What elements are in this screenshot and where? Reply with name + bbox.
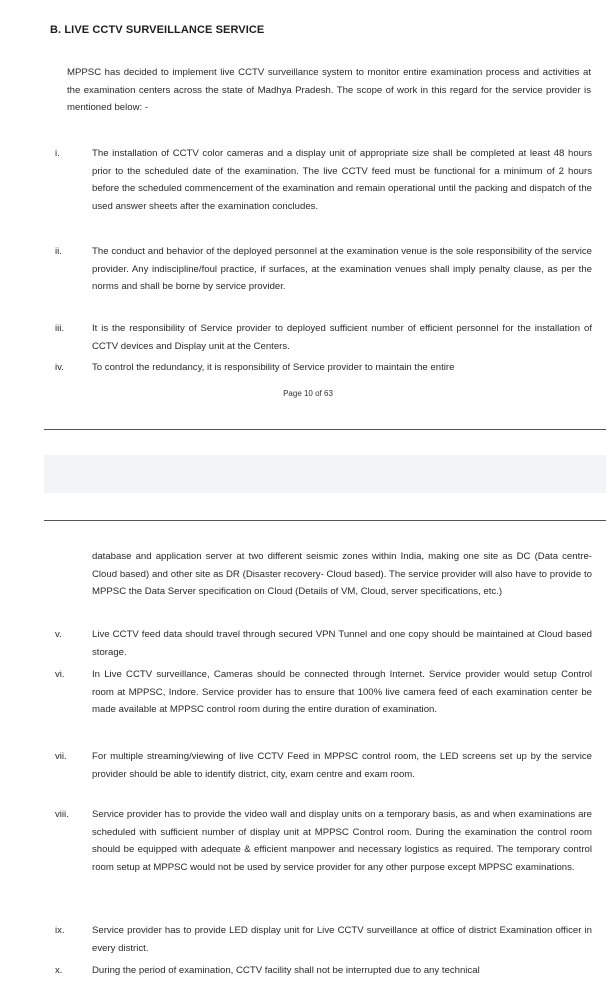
list-number: ix. [55,925,65,936]
list-number: v. [55,629,62,640]
list-number: iv. [55,362,64,373]
page-divider-top [44,429,606,430]
list-text: During the period of examination, CCTV facility shall not be interrupted due to any technical [92,965,480,976]
list-text: To control the redundancy, it is responsibility of Service provider to maintain the entire [92,362,455,373]
page-gap [44,455,606,493]
list-number: viii. [55,809,69,820]
list-number: vi. [55,669,65,680]
list-number: i. [55,148,60,159]
page-divider-bottom [44,520,606,521]
list-text: Live CCTV feed data should travel through secured VPN Tunnel and one copy should be maintained at Cloud based storage. [92,629,592,658]
list-text: The installation of CCTV color cameras and a display unit of appropriate size shall be completed at least 48 hours prior to the scheduled date of the examination. The live CCTV feed must be functional for a minimum of 2 hours before the scheduled commencement of the examination and remain operational until the packing and dispatch of the used answer sheets after the examination concludes. [92,148,592,212]
list-text: For multiple streaming/viewing of live CCTV Feed in MPPSC control room, the LED screens set up by the service provider should be able to identify district, city, exam centre and exam room. [92,751,592,780]
list-number: vii. [55,751,67,762]
document-page-10 [0,0,616,420]
list-number: ii. [55,246,62,257]
list-text: Service provider has to provide the video wall and display units on a temporary basis, as and when examinations are scheduled with sufficient number of display unit at MPPSC Control room. During the examination the control room should be equipped with adequate & efficient manpower and necessary logistics as required. The temporary control room setup at MPPSC would not be used by service provider for any other purpose except MPPSC examinations. [92,809,592,873]
list-number: iii. [55,323,65,334]
continuation-paragraph: database and application server at two different seismic zones within India, making one site as DC (Data centre-Cloud based) and other site as DR (Disaster recovery- Cloud based). The service provider will also have to provide to MPPSC the Data Server specification on Cloud (Details of VM, Cloud, server specifications, etc.) [92,551,592,597]
section-title: B. LIVE CCTV SURVEILLANCE SERVICE [50,24,265,36]
page-number: Page 10 of 63 [283,389,333,398]
document-page-11 [0,522,616,1000]
list-text: It is the responsibility of Service provider to deployed sufficient number of efficient personnel for the installation of CCTV devices and Display unit at the Centers. [92,323,592,352]
list-text: Service provider has to provide LED display unit for Live CCTV surveillance at office of district Examination officer in every district. [92,925,592,954]
intro-paragraph: MPPSC has decided to implement live CCTV surveillance system to monitor entire examination process and activities at the examination centers across the state of Madhya Pradesh. The scope of work in this regard for the service provider is mentioned below: - [67,67,591,113]
list-text: In Live CCTV surveillance, Cameras should be connected through Internet. Service provider would setup Control room at MPPSC, Indore. Service provider has to ensure that 100% live camera feed of each examination center be made available at MPPSC control room during the entire duration of examination. [92,669,592,715]
list-text: The conduct and behavior of the deployed personnel at the examination venue is the sole responsibility of the service provider. Any indiscipline/foul practice, if surfaces, at the examination venues shall imply penalty clause, as per the norms and shall be borne by service provider. [92,246,592,292]
list-number: x. [55,965,63,976]
